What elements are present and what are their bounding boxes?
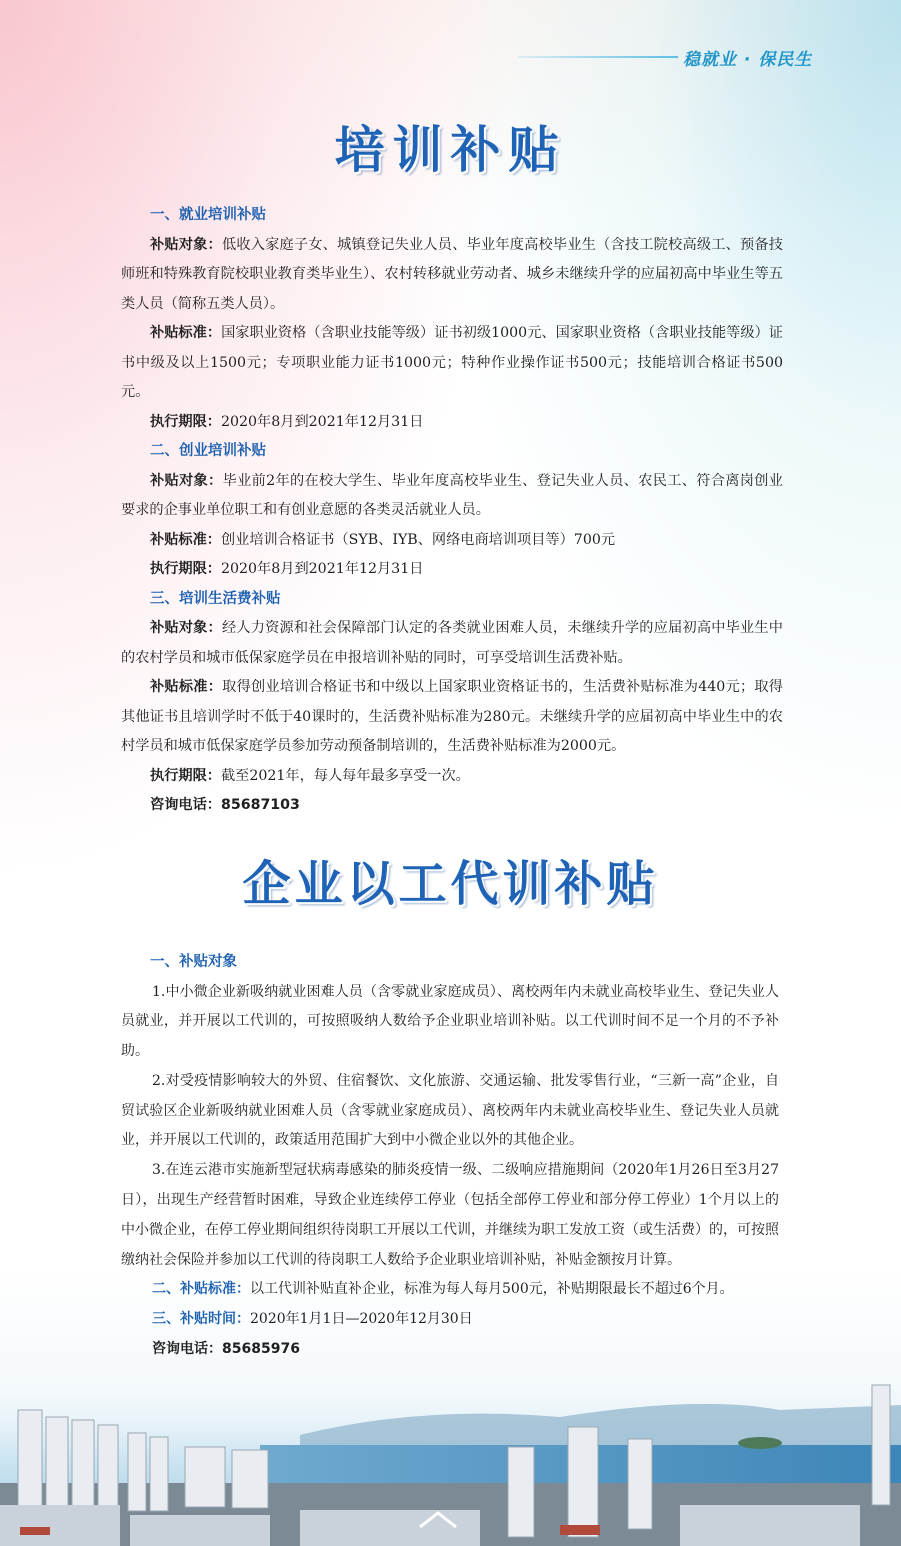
- label: 补贴标准：: [150, 325, 222, 341]
- label: 补贴标准：: [150, 531, 221, 548]
- employment-target: [121, 231, 783, 320]
- text: 低收入家庭子女、城镇登记失业人员、毕业年度高校毕业生（含技工院校高级工、预备技师班和特殊教育院校职业教育类毕业生）、农村转移就业劳动者、城乡未继续升学的应届初高中毕业生等五类人员（简称五类人员）。: [121, 236, 783, 312]
- text: 国家职业资格（含职业技能等级）证书初级1000元、国家职业资格（含职业技能等级）证书中级及以上1500元；专项职业能力证书1000元；特种作业操作证书500元；技能培训合格证书500元。: [121, 325, 783, 400]
- living-target: [121, 614, 783, 673]
- startup-period: [121, 555, 783, 585]
- label: 执行期限：: [150, 561, 221, 577]
- label: 咨询电话：: [152, 1341, 222, 1358]
- label: 执行期限：: [150, 413, 221, 430]
- startup-training-heading: 二、创业培训补贴: [150, 443, 266, 459]
- city-skyline-illustration: [0, 1365, 901, 1546]
- label: 二、补贴标准：: [152, 1281, 250, 1298]
- text: 以工代训补贴直补企业，标准为每人每月500元，补贴期限最长不超过6个月。: [250, 1281, 734, 1298]
- text: 2020年8月到2021年12月31日: [220, 413, 424, 430]
- employment-period: [121, 408, 783, 438]
- label: 补贴对象：: [150, 236, 222, 253]
- label: 补贴标准：: [150, 679, 223, 695]
- employment-standard: [121, 319, 783, 408]
- enterprise-target-heading: 一、补贴对象: [150, 954, 237, 970]
- label: 补贴对象：: [150, 472, 223, 489]
- text: 2020年8月到2021年12月31日: [220, 561, 424, 577]
- text: 截至2021年，每人每年最多享受一次。: [220, 767, 470, 784]
- slogan: 稳就业 · 保民生: [683, 50, 813, 70]
- enterprise-item-2: 2.对受疫情影响较大的外贸、住宿餐饮、文化旅游、交通运输、批发零售行业，“三新一高”企业，自贸试验区企业新吸纳就业困难人员（含零就业家庭成员）、离校两年内未就业高校毕业生、登记失业人员就业，并开展以工代训的，政策适用范围扩大到中小微企业以外的其他企业。: [121, 1072, 779, 1149]
- slogan-divider-line: [518, 56, 678, 58]
- enterprise-standard: [121, 1275, 779, 1305]
- living-period: [121, 762, 783, 792]
- text: 经人力资源和社会保障部门认定的各类就业困难人员，未继续升学的应届初高中毕业生中的农村学员和城市低保家庭学员在申报培训补贴的同时，可享受培训生活费补贴。: [121, 620, 783, 666]
- enterprise-item-3: 3.在连云港市实施新型冠状病毒感染的肺炎疫情一级、二级响应措施期间（2020年1月26日至3月27日），出现生产经营暂时困难，导致企业连续停工停业（包括全部停工停业和部分停工停业）1个月以上的中小微企业，在停工停业期间组织待岗职工开展以工代训，并继续为职工发放工资（或生活费）的，可按照缴纳社会保险并参加以工代训的待岗职工人数给予企业职业培训补贴，补贴金额按月计算。: [121, 1162, 779, 1268]
- enterprise-time: [121, 1305, 779, 1335]
- phone-number: 85685976: [222, 1341, 300, 1358]
- title-training-subsidy: 培训补贴: [334, 120, 567, 179]
- label: 补贴对象：: [150, 620, 222, 636]
- living-contact: [121, 791, 783, 821]
- text: 创业培训合格证书（SYB、IYB、网络电商培训项目等）700元: [220, 531, 616, 548]
- phone-number: 85687103: [220, 797, 300, 813]
- living-allowance-heading: 三、培训生活费补贴: [150, 590, 281, 607]
- text: 取得创业培训合格证书和中级以上国家职业资格证书的，生活费补贴标准为440元；取得其他证书且培训学时不低于40课时的，生活费补贴标准为280元。未继续升学的应届初高中毕业生中的农村学员和城市低保家庭学员参加劳动预备制培训的，生活费补贴标准为2000元。: [121, 679, 783, 754]
- title-enterprise-subsidy: 企业以工代训补贴: [242, 856, 659, 912]
- living-standard: [121, 673, 783, 762]
- training-subsidy-section: [0, 201, 901, 821]
- enterprise-subsidy-section: [0, 948, 901, 1365]
- label: 三、补贴时间：: [152, 1311, 250, 1328]
- startup-standard: [121, 526, 783, 556]
- label: 咨询电话：: [150, 797, 221, 813]
- startup-target: [121, 467, 783, 526]
- enterprise-item-1: 1.中小微企业新吸纳就业困难人员（含零就业家庭成员）、离校两年内未就业高校毕业生、登记失业人员就业，并开展以工代训的，可按照吸纳人数给予企业职业培训补贴。以工代训时间不足一个月的不予补助。: [121, 983, 779, 1060]
- enterprise-contact: [121, 1335, 779, 1365]
- text: 毕业前2年的在校大学生、毕业年度高校毕业生、登记失业人员、农民工、符合离岗创业要求的企事业单位职工和有创业意愿的各类灵活就业人员。: [121, 472, 783, 518]
- text: 2020年1月1日—2020年12月30日: [250, 1311, 473, 1328]
- employment-training-heading: 一、就业培训补贴: [150, 207, 266, 223]
- label: 执行期限：: [150, 767, 221, 784]
